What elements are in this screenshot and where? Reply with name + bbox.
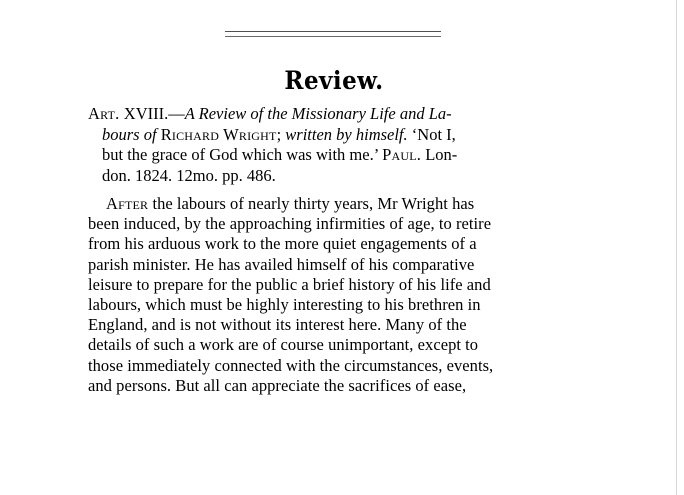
citation-imprint: don. 1824. 12mo. pp. 486. xyxy=(102,165,276,185)
body-line: parish minister. He has availed himself of his comparative xyxy=(88,254,475,274)
body-opening-word: After xyxy=(106,194,149,213)
body-line: England, and is not without its interest here. Many of the xyxy=(88,315,467,335)
citation-line xyxy=(88,145,572,166)
citation-quote-attribution: Paul. xyxy=(382,145,422,164)
citation-imprint-part: Lon- xyxy=(421,145,458,164)
body-line: and persons. But all can appreciate the sacrifices of ease, xyxy=(88,375,467,395)
body-line-rest: the labours of nearly thirty years, Mr Wright has xyxy=(148,194,475,213)
citation-subtitle: written by himself. xyxy=(285,124,408,144)
citation-quote-body: but the grace of God which was with me.’ xyxy=(102,145,383,164)
citation-author: Richard Wright xyxy=(160,124,277,144)
citation-art-label: Art. xyxy=(88,104,124,123)
body-line xyxy=(88,194,572,214)
citation-punct: ; xyxy=(276,124,286,144)
rule-top xyxy=(225,31,441,32)
citation-line xyxy=(88,125,572,146)
body-line: details of such a work are of course unimportant, except to xyxy=(88,335,479,355)
body-line: labours, which must be highly interesting to his brethren in xyxy=(88,295,481,315)
page-title: Review. xyxy=(284,66,384,95)
body-line: those immediately connected with the circumstances, events, xyxy=(88,355,494,375)
citation-line xyxy=(88,166,572,187)
citation-quote-start: ‘Not I, xyxy=(407,124,456,144)
text-column xyxy=(88,104,572,396)
review-body xyxy=(88,194,572,396)
scan-edge-line xyxy=(676,0,677,495)
rule-bottom xyxy=(225,36,441,37)
citation-art-number: XVIII. xyxy=(123,104,169,123)
double-rule-ornament xyxy=(225,31,441,37)
citation-title-part: bours of xyxy=(102,124,161,144)
article-citation xyxy=(88,104,572,186)
body-line: from his arduous work to the more quiet engagements of a xyxy=(88,234,477,254)
body-line: leisure to prepare for the public a brief history of his life and xyxy=(88,274,491,294)
citation-title-part: A Review of the Missionary Life and La- xyxy=(184,104,452,123)
citation-dash: — xyxy=(168,104,185,123)
citation-line xyxy=(88,104,572,125)
body-line: been induced, by the approaching infirmities of age, to retire xyxy=(88,214,492,234)
